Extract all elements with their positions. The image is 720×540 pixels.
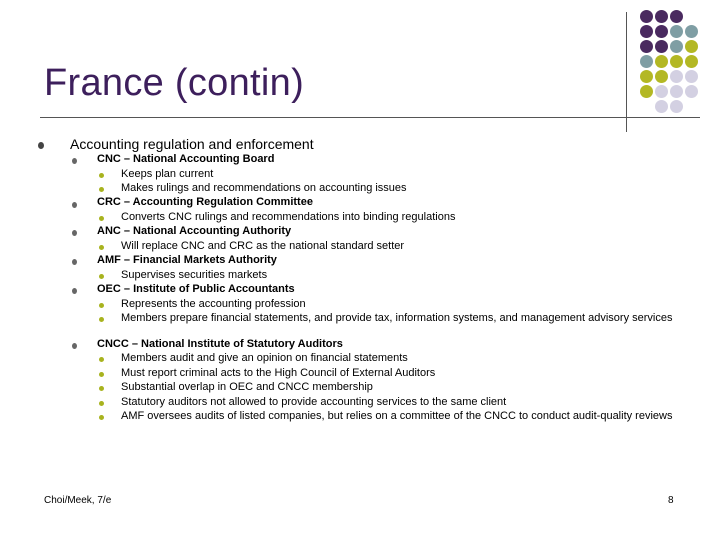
decorative-dot-grid xyxy=(640,10,710,120)
decorative-dot xyxy=(655,25,668,38)
body-point: Must report criminal acts to the High Council of External Auditors xyxy=(121,367,436,379)
body-name: OEC – Institute of Public Accountants xyxy=(97,283,295,295)
body-point: Converts CNC rulings and recommendations into binding regulations xyxy=(121,211,456,223)
vertical-divider xyxy=(626,12,627,132)
decorative-dot xyxy=(655,70,668,83)
point-bullet-icon xyxy=(99,401,104,406)
decorative-dot xyxy=(655,100,668,113)
page-number: 8 xyxy=(668,495,674,506)
decorative-dot xyxy=(685,55,698,68)
decorative-dot xyxy=(670,10,683,23)
body-bullet-icon xyxy=(72,158,77,164)
body-point: Will replace CNC and CRC as the national standard setter xyxy=(121,240,405,252)
title-underline xyxy=(40,117,700,118)
body-name: ANC – National Accounting Authority xyxy=(97,225,292,237)
point-bullet-icon xyxy=(99,303,104,308)
body-point: Makes rulings and recommendations on accounting issues xyxy=(121,182,407,194)
body-point: Members prepare financial statements, and provide tax, information systems, and management advisory services xyxy=(121,312,673,324)
point-bullet-icon xyxy=(99,386,104,391)
point-bullet-icon xyxy=(99,357,104,362)
main-bullet-text: Accounting regulation and enforcement xyxy=(70,136,314,152)
body-point: Substantial overlap in OEC and CNCC membership xyxy=(121,381,373,393)
point-bullet-icon xyxy=(99,274,104,279)
decorative-dot xyxy=(670,100,683,113)
body-bullet-icon xyxy=(72,202,77,208)
point-bullet-icon xyxy=(99,216,104,221)
decorative-dot xyxy=(655,85,668,98)
point-bullet-icon xyxy=(99,173,104,178)
decorative-dot xyxy=(685,40,698,53)
decorative-dot xyxy=(640,10,653,23)
body-bullet-icon xyxy=(72,230,77,236)
body-point: Supervises securities markets xyxy=(121,269,268,281)
body-point: AMF oversees audits of listed companies, but relies on a committee of the CNCC to conduct audit-quality reviews xyxy=(121,410,673,422)
slide-title: France (contin) xyxy=(44,62,305,104)
main-bullet-icon xyxy=(38,142,44,149)
decorative-dot xyxy=(640,25,653,38)
body-point: Represents the accounting profession xyxy=(121,298,306,310)
decorative-dot xyxy=(670,55,683,68)
body-name: CNC – National Accounting Board xyxy=(97,153,275,165)
point-bullet-icon xyxy=(99,372,104,377)
decorative-dot xyxy=(655,10,668,23)
point-bullet-icon xyxy=(99,245,104,250)
decorative-dot xyxy=(685,25,698,38)
body-name: AMF – Financial Markets Authority xyxy=(97,254,277,266)
body-point: Keeps plan current xyxy=(121,168,214,180)
decorative-dot xyxy=(670,70,683,83)
decorative-dot xyxy=(670,25,683,38)
decorative-dot xyxy=(685,85,698,98)
body-name: CRC – Accounting Regulation Committee xyxy=(97,196,313,208)
point-bullet-icon xyxy=(99,187,104,192)
body-point: Statutory auditors not allowed to provide accounting services to the same client xyxy=(121,396,507,408)
body-bullet-icon xyxy=(72,343,77,349)
body-point: Members audit and give an opinion on financial statements xyxy=(121,352,408,364)
footer-source: Choi/Meek, 7/e xyxy=(44,495,112,506)
decorative-dot xyxy=(685,70,698,83)
decorative-dot xyxy=(640,85,653,98)
body-name: CNCC – National Institute of Statutory Auditors xyxy=(97,338,343,350)
decorative-dot xyxy=(670,85,683,98)
body-bullet-icon xyxy=(72,259,77,265)
decorative-dot xyxy=(640,40,653,53)
decorative-dot xyxy=(655,55,668,68)
decorative-dot xyxy=(655,40,668,53)
decorative-dot xyxy=(640,55,653,68)
point-bullet-icon xyxy=(99,415,104,420)
decorative-dot xyxy=(640,70,653,83)
point-bullet-icon xyxy=(99,317,104,322)
decorative-dot xyxy=(670,40,683,53)
body-bullet-icon xyxy=(72,288,77,294)
